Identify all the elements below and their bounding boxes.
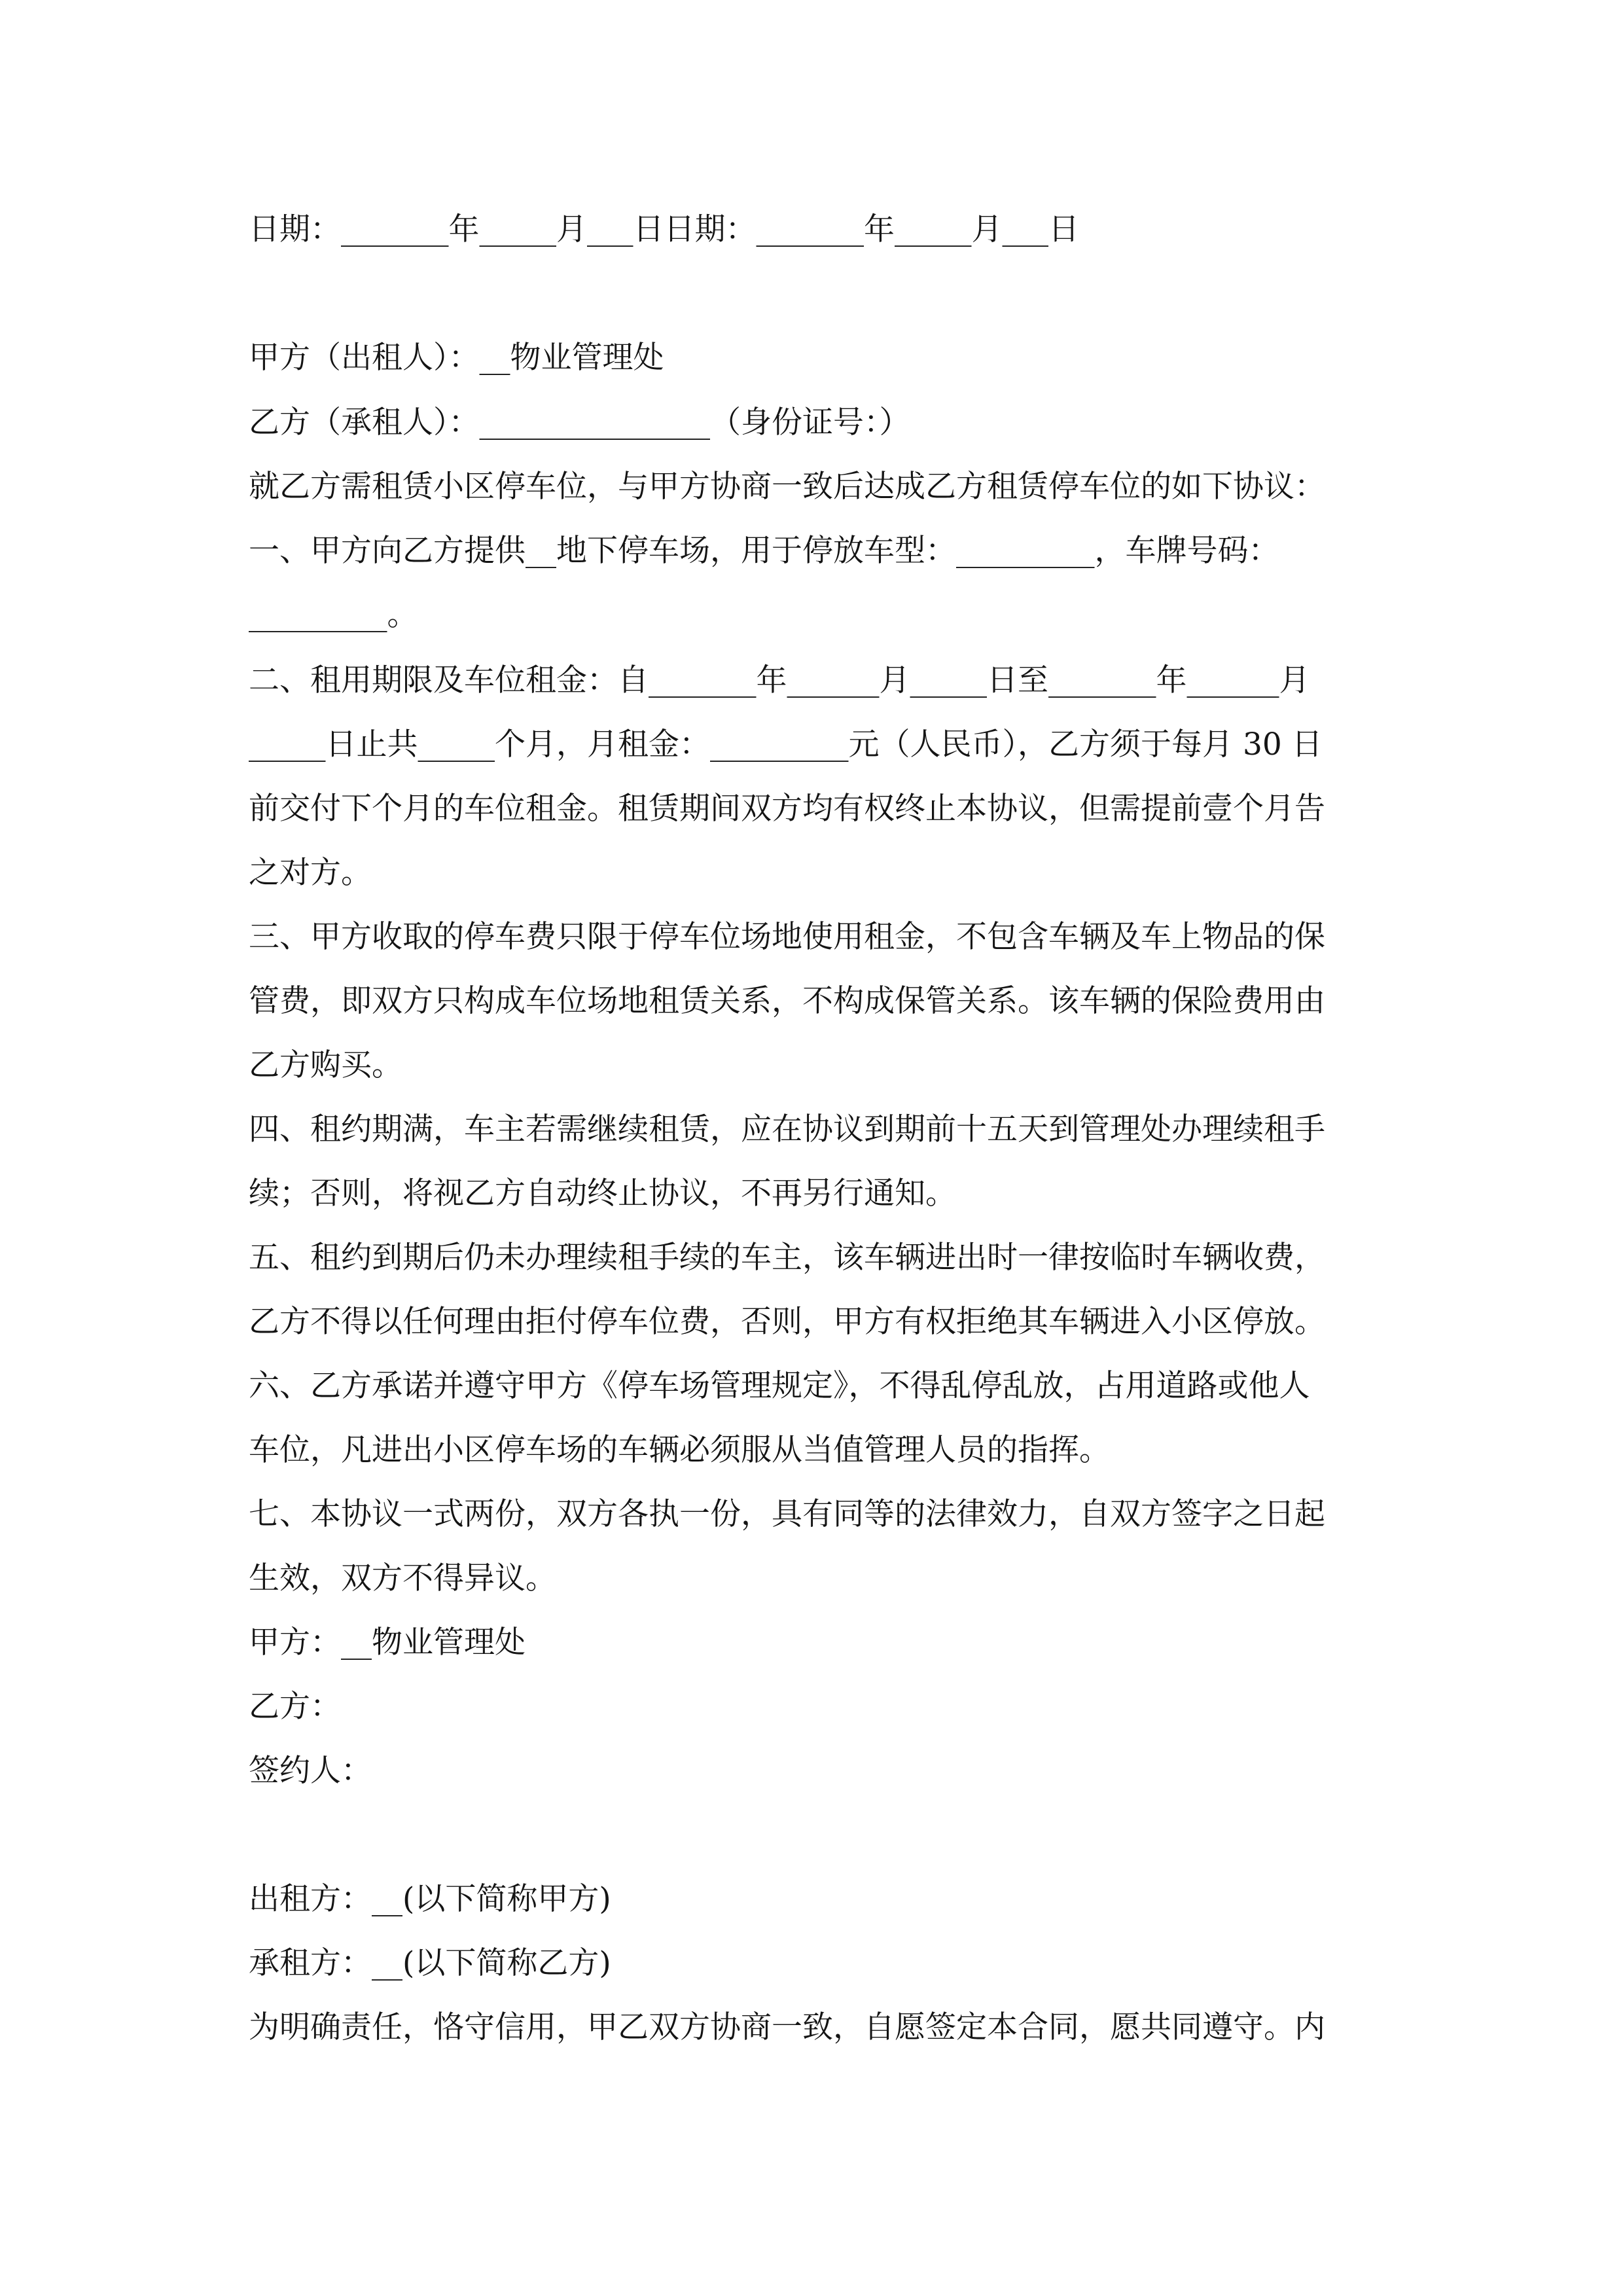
clause-4-line-2: 续；否则，将视乙方自动终止协议，不再另行通知。 bbox=[249, 1175, 956, 1211]
clause-7-line-2: 生效，双方不得异议。 bbox=[249, 1560, 556, 1596]
clause-2-line-1: 二、租用期限及车位租金：自_______年______月_____日至_______年______月 bbox=[249, 662, 1310, 698]
preamble-line: 就乙方需租赁小区停车位，与甲方协商一致后达成乙方租赁停车位的如下协议： bbox=[249, 469, 1325, 505]
lessee-line: 承租方：__(以下简称乙方) bbox=[249, 1945, 611, 1981]
party-b-line: 乙方（承租人）：_______________（身份证号：） bbox=[249, 404, 910, 440]
clause-5-line-1: 五、租约到期后仍未办理续租手续的车主，该车辆进出时一律按临时车辆收费， bbox=[249, 1240, 1325, 1276]
clause-1-line-1: 一、甲方向乙方提供__地下停车场，用于停放车型：_________，车牌号码： bbox=[249, 533, 1279, 569]
clause-3-line-1: 三、甲方收取的停车费只限于停车位场地使用租金，不包含车辆及车上物品的保 bbox=[249, 919, 1325, 955]
signature-party-a: 甲方：__物业管理处 bbox=[249, 1624, 526, 1660]
signatory-line: 签约人： bbox=[249, 1753, 372, 1789]
clause-3-line-2: 管费，即双方只构成车位场地租赁关系，不构成保管关系。该车辆的保险费用由 bbox=[249, 983, 1325, 1019]
date-line: 日期：_______年_____月___日日期：_______年_____月___日 bbox=[249, 211, 1079, 247]
clause-7-line-1: 七、本协议一式两份，双方各执一份，具有同等的法律效力，自双方签字之日起 bbox=[249, 1496, 1325, 1532]
clause-2-line-3: 前交付下个月的车位租金。租赁期间双方均有权终止本协议，但需提前壹个月告 bbox=[249, 791, 1325, 827]
clause-1-line-2: _________。 bbox=[249, 597, 418, 633]
party-a-line: 甲方（出租人）：__物业管理处 bbox=[249, 340, 664, 376]
clause-6-line-1: 六、乙方承诺并遵守甲方《停车场管理规定》，不得乱停乱放，占用道路或他人 bbox=[249, 1368, 1310, 1404]
clause-2-line-4: 之对方。 bbox=[249, 855, 372, 891]
lessor-line: 出租方：__(以下简称甲方) bbox=[249, 1881, 611, 1917]
clause-4-line-1: 四、租约期满，车主若需继续租赁，应在协议到期前十五天到管理处办理续租手 bbox=[249, 1111, 1325, 1147]
clause-3-line-3: 乙方购买。 bbox=[249, 1047, 402, 1083]
signature-party-b: 乙方： bbox=[249, 1689, 341, 1725]
contract-intro-line: 为明确责任，恪守信用，甲乙双方协商一致，自愿签定本合同，愿共同遵守。内 bbox=[249, 2009, 1325, 2045]
clause-6-line-2: 车位，凡进出小区停车场的车辆必须服从当值管理人员的指挥。 bbox=[249, 1432, 1110, 1468]
clause-5-line-2: 乙方不得以任何理由拒付停车位费，否则，甲方有权拒绝其车辆进入小区停放。 bbox=[249, 1304, 1325, 1340]
clause-2-line-2: _____日止共_____个月，月租金：_________元（人民币），乙方须于每月 30 日 bbox=[249, 726, 1323, 762]
